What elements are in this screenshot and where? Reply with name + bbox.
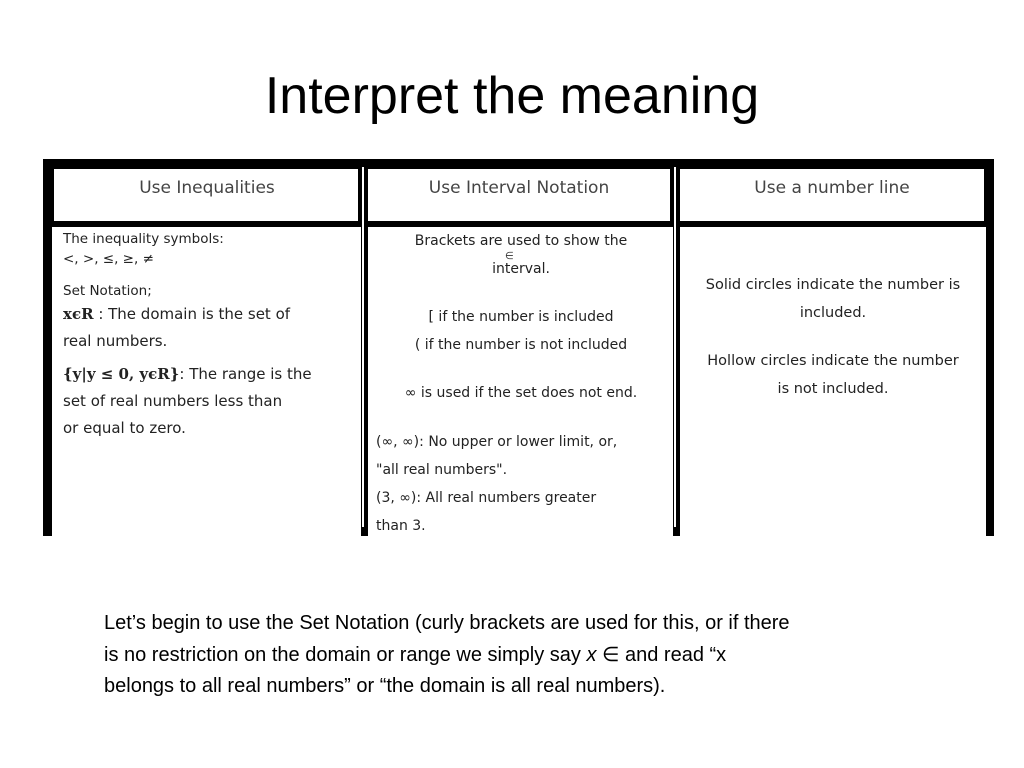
element-of-symbol: ∈ [596, 644, 625, 666]
text-line: Brackets are used to show the [414, 233, 628, 249]
variable-x: x [586, 644, 597, 666]
text-line: or equal to zero. [63, 419, 186, 437]
element-of-symbol: ∈ [505, 251, 514, 262]
text-span: : The range is the [179, 365, 312, 383]
table-frame-left [43, 159, 52, 536]
text-line [63, 301, 361, 328]
text-line: is not included. [777, 381, 889, 397]
notation-table [43, 159, 994, 536]
text-line [63, 361, 361, 388]
math-expression: {y|y ≤ 0, yϵR} [63, 365, 180, 383]
text-line: included. [799, 305, 867, 321]
table-frame-right [986, 159, 994, 536]
text-line: <, >, ≤, ≥, ≠ [63, 251, 154, 267]
text-line: ∞ is used if the set does not end. [404, 385, 638, 401]
text-line: Solid circles indicate the number is [705, 277, 961, 293]
text-line: Hollow circles indicate the number [707, 353, 959, 369]
text-line: (3, ∞): All real numbers greater [376, 490, 597, 506]
text-span: is no restriction on the domain or range we simply say [104, 644, 587, 666]
inequalities-cell [57, 227, 361, 536]
number-line-cell [681, 227, 985, 536]
text-line: ( if the number is not included [414, 337, 628, 353]
body-paragraph [104, 608, 924, 702]
table-frame-top [43, 159, 994, 167]
text-span: and read “x [625, 644, 727, 666]
text-line: set of real numbers less than [63, 392, 283, 410]
header-label: Use Interval Notation [428, 178, 610, 198]
header-number-line [678, 167, 986, 223]
math-expression: xϵR [63, 305, 94, 323]
slide-title: Interpret the meaning [264, 67, 760, 125]
header-label: Use a number line [754, 178, 910, 198]
text-line: than 3. [376, 518, 426, 534]
text-line: real numbers. [63, 332, 168, 350]
text-line: "all real numbers". [376, 462, 508, 478]
header-interval [366, 167, 672, 223]
text-span: : The domain is the set of [93, 305, 291, 323]
text-line: Set Notation; [63, 283, 152, 299]
header-label: Use Inequalities [139, 178, 275, 198]
paragraph-line [104, 639, 924, 671]
paragraph-line: Let’s begin to use the Set Notation (curly brackets are used for this, or if there [104, 612, 790, 634]
text-line: (∞, ∞): No upper or lower limit, or, [376, 434, 618, 450]
text-line: interval. [492, 261, 550, 277]
paragraph-line: belongs to all real numbers” or “the domain is all real numbers). [104, 675, 666, 697]
text-line: The inequality symbols: [63, 231, 224, 247]
interval-cell [369, 227, 673, 536]
header-inequalities [52, 167, 362, 223]
text-line: [ if the number is included [428, 309, 614, 325]
